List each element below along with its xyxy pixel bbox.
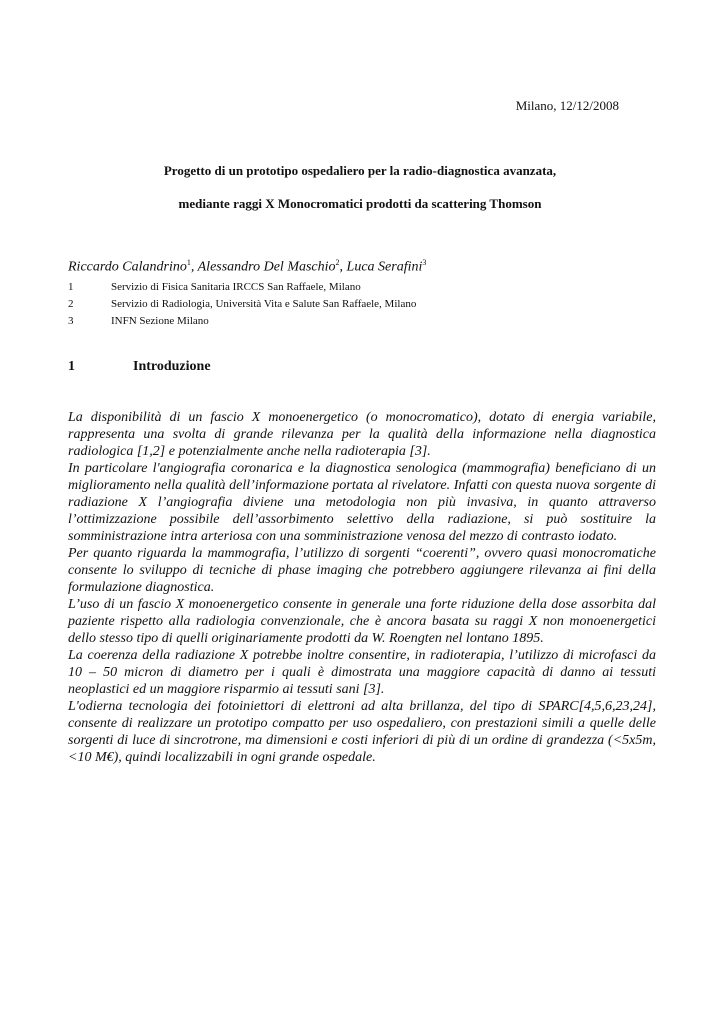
author-affiliation-mark: 2 xyxy=(335,258,340,267)
affiliation-item xyxy=(68,298,628,310)
affiliation-number: 3 xyxy=(68,315,74,327)
author-name: Riccardo Calandrino xyxy=(68,259,187,275)
paragraph: L’uso di un fascio X monoenergetico consente in generale una forte riduzione della dose assorbita dal paziente rispetto alla radiologia convenzionale, che è ancora basata su raggi X non monoenergetici dello stesso tipo di quelli originariamente prodotti da W. Roengten nel lontano 1895. xyxy=(68,597,656,646)
document-title-line-2: mediante raggi X Monocromatici prodotti da scattering Thomson xyxy=(178,196,542,211)
author-affiliation-mark: 3 xyxy=(422,258,427,267)
affiliation-item xyxy=(68,281,628,293)
affiliation-text: INFN Sezione Milano xyxy=(111,315,209,327)
section-heading xyxy=(68,359,211,375)
section-number: 1 xyxy=(68,359,75,374)
affiliation-text: Servizio di Radiologia, Università Vita e Salute San Raffaele, Milano xyxy=(111,298,417,310)
author-affiliation-mark: 1 xyxy=(186,258,191,267)
author-separator: , xyxy=(339,259,347,275)
author-name: Alessandro Del Maschio xyxy=(197,259,336,275)
affiliation-text: Servizio di Fisica Sanitaria IRCCS San Raffaele, Milano xyxy=(111,281,361,293)
affiliation-number: 1 xyxy=(68,281,74,293)
author-separator: , xyxy=(190,259,198,275)
paragraph: La disponibilità di un fascio X monoenergetico (o monocromatico), dotato di energia variabile, rappresenta una svolta di grande rilevanza per la qualità della informazione nella diagnostica radiologica [1,2] e potenzialmente anche nella radioterapia [3]. xyxy=(68,410,656,459)
paragraph: La coerenza della radiazione X potrebbe inoltre consentire, in radioterapia, l’utilizzo di microfasci da 10 – 50 micron di diametro per i quali è dimostrata una maggiore capacità di danno ai tessuti neoplastici ed un maggiore risparmio ai tessuti sani [3]. xyxy=(68,648,656,697)
document-date: Milano, 12/12/2008 xyxy=(515,98,619,113)
paragraph: Per quanto riguarda la mammografia, l’utilizzo di sorgenti “coerenti”, ovvero quasi monocromatiche consente lo sviluppo di tecniche di phase imaging che potrebbero aggiungere rilevanza ai fini della formulazione diagnostica. xyxy=(68,546,656,595)
author-name: Luca Serafini xyxy=(346,259,423,275)
affiliation-item xyxy=(68,315,628,327)
author-list xyxy=(68,258,426,276)
body-text xyxy=(68,409,656,766)
paragraph: L'odierna tecnologia dei fotoiniettori di elettroni ad alta brillanza, del tipo di SPARC[4,5,6,23,24], consente di realizzare un prototipo compatto per uso ospedaliero, con prestazioni simili a quelle delle sorgenti di luce di sincrotrone, ma dimensioni e costi inferiori di più di un ordine di grandezza (<5x5m,<10 M€), quindi localizzabili in ogni grande ospedale. xyxy=(68,699,656,765)
affiliation-number: 2 xyxy=(68,298,74,310)
paragraph: In particolare l'angiografia coronarica e la diagnostica senologica (mammografia) beneficiano di un miglioramento nella qualità dell’informazione portata al rivelatore. Infatti con questa nuova sorgente di radiazione X l’angiografia diviene una metodologia non più invasiva, in quanto attraverso l’ottimizzazione possibile dell’assorbimento selettivo della radiazione, si può sostituire la somministrazione intra arteriosa con una somministrazione venosa del mezzo di contrasto iodato. xyxy=(68,461,656,544)
section-title: Introduzione xyxy=(133,359,211,374)
document-title-line-1: Progetto di un prototipo ospedaliero per la radio-diagnostica avanzata, xyxy=(163,163,557,178)
